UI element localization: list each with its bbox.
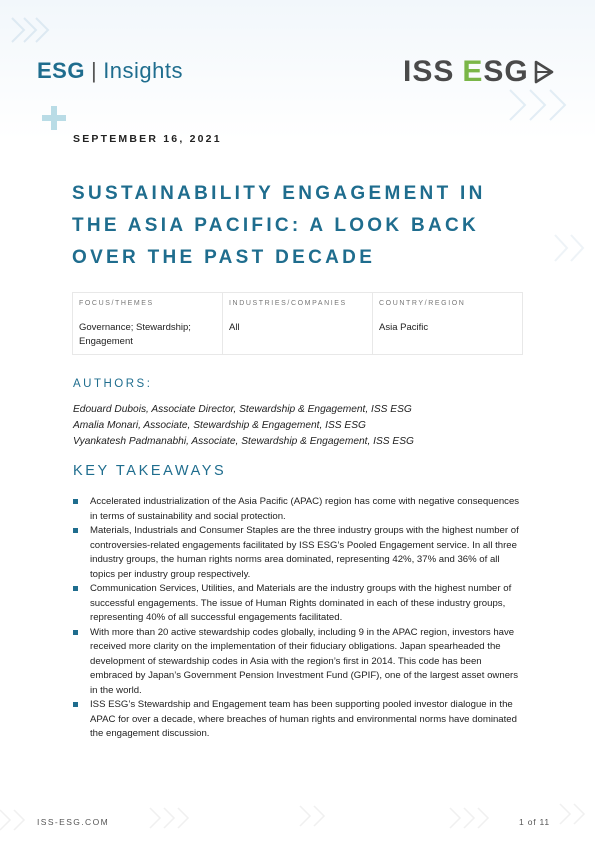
title-line: THE ASIA PACIFIC: A LOOK BACK bbox=[72, 215, 480, 236]
takeaway-item bbox=[72, 626, 522, 699]
author-entry: Edouard Dubois, Associate Director, Stewardship & Engagement, ISS ESG bbox=[73, 404, 412, 415]
chevron-pattern-mid-right bbox=[545, 220, 595, 280]
logo-insights-text: Insights bbox=[103, 58, 184, 83]
takeaway-text: With more than 20 active stewardship codes globally, including 9 in the APAC region, investors have received more clarity on the implementation of their fiduciary obligations. Japan spearheaded the development of stewardship codes in Asia with the region’s first in 2014. This code has been embraced by Japan’s Government Pension Investment Fund (GPIF), one of the largest asset owners in the world. bbox=[90, 626, 519, 696]
report-title bbox=[72, 178, 542, 274]
author-entry: Amalia Monari, Associate, Stewardship & Engagement, ISS ESG bbox=[73, 420, 366, 431]
key-takeaways-heading: KEY TAKEAWAYS bbox=[73, 463, 227, 479]
logo-esg-text: ESG bbox=[37, 58, 85, 83]
takeaway-text: ISS ESG’s Stewardship and Engagement team has been supporting pooled investor dialogue in the APAC for over a decade, where breaches of human rights and environmental norms have dominated the engagement discussion. bbox=[90, 699, 517, 739]
authors-list bbox=[73, 402, 414, 450]
industries-cell bbox=[223, 293, 373, 354]
bullet-square-icon bbox=[73, 499, 78, 504]
metadata-table bbox=[72, 292, 523, 355]
takeaway-item bbox=[72, 582, 522, 626]
country-value: Asia Pacific bbox=[379, 322, 429, 333]
industries-value: All bbox=[229, 322, 240, 333]
logo-separator: | bbox=[90, 58, 98, 83]
brand-iss-text: ISS bbox=[403, 55, 455, 88]
takeaway-text: Communication Services, Utilities, and Materials are the industry groups with the highest number of successful engagements. The issue of Human Rights dominated in each of these industry groups, representing 40% of all successful engagements facilitated. bbox=[90, 583, 512, 623]
key-takeaways-list bbox=[72, 495, 522, 742]
website-link[interactable]: ISS-ESG.COM bbox=[37, 817, 110, 827]
esg-insights-logo bbox=[37, 58, 183, 84]
focus-themes-label: FOCUS/THEMES bbox=[79, 300, 154, 307]
plus-icon bbox=[40, 104, 68, 132]
arrow-triangle-icon bbox=[533, 59, 555, 85]
author-entry: Vyankatesh Padmanabhi, Associate, Stewardship & Engagement, ISS ESG bbox=[73, 436, 414, 447]
bullet-square-icon bbox=[73, 702, 78, 707]
iss-esg-logo bbox=[403, 55, 555, 89]
authors-heading: AUTHORS: bbox=[73, 378, 153, 390]
takeaway-text: Materials, Industrials and Consumer Staples are the three industry groups with the highest number of controversies-related engagements facilitated by ISS ESG’s Pooled Engagement service. In all three industry groups, the human rights norms area dominated, representing 42%, 37% and 36% of all topics per industry group respectively. bbox=[90, 525, 519, 580]
title-line: SUSTAINABILITY ENGAGEMENT IN bbox=[72, 183, 486, 204]
bullet-square-icon bbox=[73, 586, 78, 591]
chevron-pattern-top-left bbox=[0, 0, 60, 55]
focus-themes-cell bbox=[73, 293, 223, 354]
title-line: OVER THE PAST DECADE bbox=[72, 247, 376, 268]
industries-label: INDUSTRIES/COMPANIES bbox=[229, 300, 347, 307]
bullet-square-icon bbox=[73, 528, 78, 533]
takeaway-item bbox=[72, 698, 522, 742]
brand-e-text: E bbox=[462, 55, 484, 88]
takeaway-item bbox=[72, 495, 522, 524]
publication-date: SEPTEMBER 16, 2021 bbox=[73, 133, 222, 145]
page-number: 1 of 11 bbox=[519, 817, 550, 827]
takeaway-text: Accelerated industrialization of the Asia Pacific (APAC) region has come with negative consequences in terms of sustainability and social protection. bbox=[90, 496, 520, 522]
brand-sg-text: SG bbox=[483, 55, 529, 88]
bullet-square-icon bbox=[73, 630, 78, 635]
country-label: COUNTRY/REGION bbox=[379, 300, 466, 307]
takeaway-item bbox=[72, 524, 522, 582]
country-cell bbox=[373, 293, 522, 354]
focus-themes-value: Governance; Stewardship; Engagement bbox=[79, 322, 191, 347]
